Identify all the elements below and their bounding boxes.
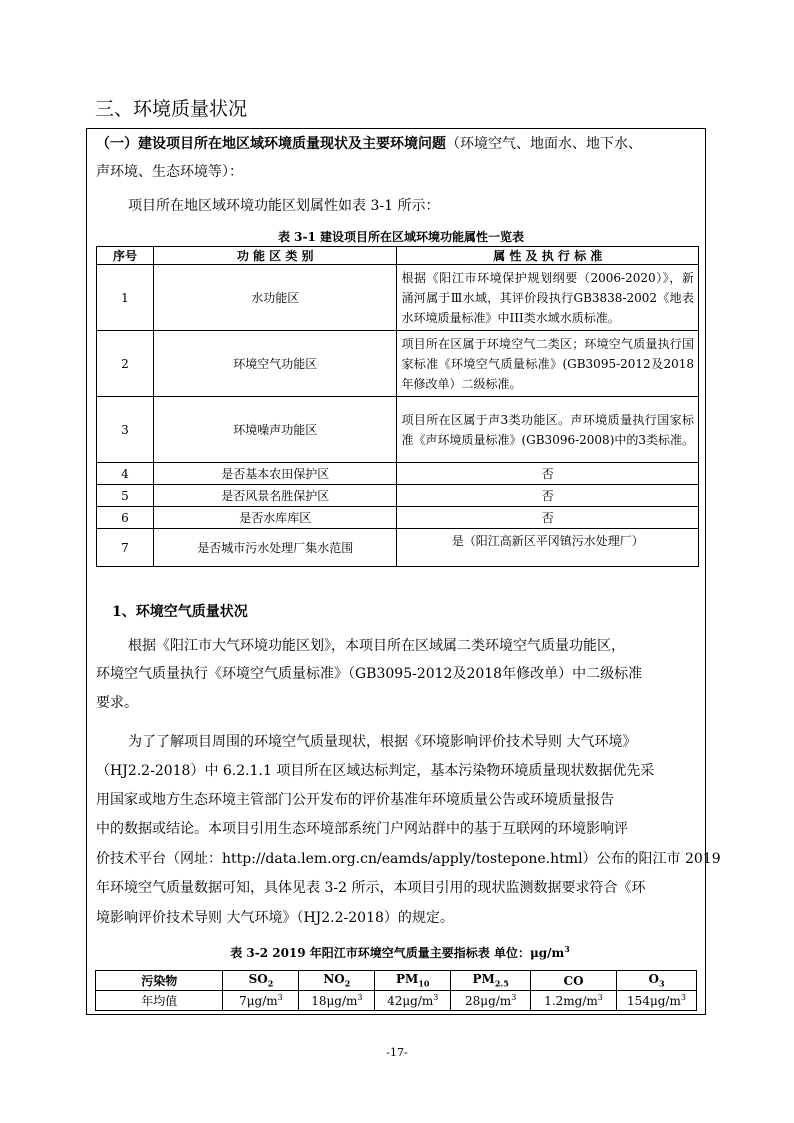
- value-so2: [223, 991, 299, 1011]
- pollutant-name: CO: [563, 973, 584, 988]
- row-type: 是否城市污水处理厂集水范围: [153, 529, 397, 567]
- value-o3: [617, 991, 697, 1011]
- value-sup: 3: [511, 993, 517, 1002]
- table-row: [97, 331, 699, 397]
- pollutant-name: NO: [323, 972, 345, 987]
- row-type: 水功能区: [153, 265, 397, 331]
- subsection-title-line2: 声环境、生态环境等）：: [96, 164, 243, 180]
- table1-title: 表 3-1 建设项目所在区域环境功能属性一览表: [277, 230, 525, 244]
- table-row: [97, 529, 699, 567]
- para2-line2: （HJ2.2-2018）中 6.2.1.1 项目所在区域达标判定，基本污染物环境质量现状数据优先采: [96, 763, 655, 779]
- value-sup: 3: [597, 993, 603, 1002]
- value-sup: 3: [357, 993, 363, 1002]
- table-row: [97, 463, 699, 485]
- page-number: -17-: [386, 1046, 408, 1059]
- row-std: 否: [397, 463, 699, 485]
- row-type: 是否基本农田保护区: [153, 463, 397, 485]
- para1-line2: 环境空气质量执行《环境空气质量标准》（GB3095-2012及2018年修改单）中二级标准: [96, 666, 643, 682]
- pollutant-no2: [299, 971, 375, 991]
- subsection-title-normal: （环境空气、地面水、地下水、: [446, 136, 642, 152]
- subsection-title-bold: （一）建设项目所在地区域环境质量现状及主要环境问题: [96, 136, 446, 152]
- para2-line6: 年环境空气质量数据可知，具体见表 3-2 所示，本项目引用的现状监测数据要求符合《环: [96, 880, 646, 896]
- value-sup: 3: [433, 993, 439, 1002]
- value-text: 18μg/m: [311, 994, 358, 1008]
- table-row: [96, 991, 697, 1011]
- row-no: 6: [97, 507, 154, 529]
- row-type: 是否水库库区: [153, 507, 397, 529]
- row-std: 项目所在区属于声3类功能区。声环境质量执行国家标准《声环境质量标准》(GB3096-2008)中的3类标准。: [397, 397, 699, 463]
- row-no: 7: [97, 529, 154, 567]
- table-row: [97, 265, 699, 331]
- value-no2: [299, 991, 375, 1011]
- para1-line1: 根据《阳江市大气环境功能区划》，本项目所在区域属二类环境空气质量功能区，: [128, 638, 625, 654]
- table-row: [97, 485, 699, 507]
- value-text: 1.2mg/m: [544, 994, 598, 1008]
- value-text: 154μg/m: [627, 994, 681, 1008]
- row-type: 是否风景名胜保护区: [153, 485, 397, 507]
- pollutant-name: O: [648, 972, 659, 987]
- value-co: [531, 991, 617, 1011]
- pollutant-o3: [617, 971, 697, 991]
- pollutant-name: SO: [248, 972, 268, 987]
- row-label: 年均值: [96, 991, 223, 1011]
- row-std: 否: [397, 507, 699, 529]
- pollutant-subscript: 2.5: [494, 978, 509, 989]
- row-no: 1: [97, 265, 154, 331]
- row-no: 2: [97, 331, 154, 397]
- function-zone-table: [96, 246, 699, 567]
- pollutant-co: [531, 971, 617, 991]
- pollutant-pm25: [451, 971, 531, 991]
- row-std: 项目所在区属于环境空气二类区；环境空气质量执行国家标准《环境空气质量标准》(GB3095-2012及2018年修改单）二级标准。: [397, 331, 699, 397]
- table-row: [97, 397, 699, 463]
- intro-text: 项目所在地区域环境功能区划属性如表 3-1 所示：: [128, 198, 440, 214]
- value-pm25: [451, 991, 531, 1011]
- row-no: 5: [97, 485, 154, 507]
- subsection-title: [96, 130, 642, 158]
- para2-line4: 中的数据或结论。本项目引用生态环境部系统门户网站群中的基于互联网的环境影响评: [96, 821, 628, 837]
- value-text: 7μg/m: [239, 994, 278, 1008]
- pollutant-so2: [223, 971, 299, 991]
- para2-line3: 用国家或地方生态环境主管部门公开发布的评价基准年环境质量公告或环境质量报告: [96, 792, 614, 808]
- pollutant-name: PM: [472, 972, 495, 987]
- air-quality-heading: 1、环境空气质量状况: [112, 604, 248, 620]
- row-std: 否: [397, 485, 699, 507]
- row-no: 4: [97, 463, 154, 485]
- para2-line1: 为了了解项目周围的环境空气质量现状，根据《环境影响评价技术导则 大气环境》: [128, 734, 637, 750]
- pollutant-subscript: 2: [344, 978, 351, 989]
- pollutant-subscript: 2: [267, 978, 274, 989]
- row-std: 是（阳江高新区平冈镇污水处理厂）: [397, 529, 699, 567]
- section-heading: 三、环境质量状况: [95, 98, 248, 120]
- table2-header-label: 污染物: [96, 971, 223, 991]
- para2-line5: 价技术平台（网址：http://data.lem.org.cn/eamds/apply/tostepone.html）公布的阳江市 2019: [96, 851, 721, 867]
- pollutant-pm10: [375, 971, 451, 991]
- table2-title: [95, 944, 705, 961]
- table1-header-no: 序号: [97, 247, 154, 265]
- table2-title-text: 表 3-2 2019 年阳江市环境空气质量主要指标表 单位：μg/m: [230, 946, 565, 960]
- row-type: 环境空气功能区: [153, 331, 397, 397]
- table-row: [97, 507, 699, 529]
- pollutant-subscript: 3: [658, 978, 665, 989]
- value-text: 28μg/m: [465, 994, 512, 1008]
- table1-header-type: 功 能 区 类 别: [153, 247, 397, 265]
- value-pm10: [375, 991, 451, 1011]
- table2-title-sup: 3: [564, 944, 570, 954]
- value-sup: 3: [277, 993, 283, 1002]
- air-quality-table: [95, 970, 697, 1011]
- para2-line7: 境影响评价技术导则 大气环境》（HJ2.2-2018）的规定。: [96, 910, 454, 926]
- table1-header-std: 属 性 及 执 行 标 准: [397, 247, 699, 265]
- value-text: 42μg/m: [387, 994, 434, 1008]
- row-std: 根据《阳江市环境保护规划纲要（2006-2020）》，新涌河属于Ⅲ水域，其评价段执行GB3838-2002《地表水环境质量标准》中III类水域水质标准。: [397, 265, 699, 331]
- value-sup: 3: [680, 993, 686, 1002]
- row-type: 环境噪声功能区: [153, 397, 397, 463]
- para1-line3: 要求。: [96, 695, 138, 711]
- row-no: 3: [97, 397, 154, 463]
- pollutant-subscript: 10: [418, 978, 430, 989]
- pollutant-name: PM: [396, 972, 419, 987]
